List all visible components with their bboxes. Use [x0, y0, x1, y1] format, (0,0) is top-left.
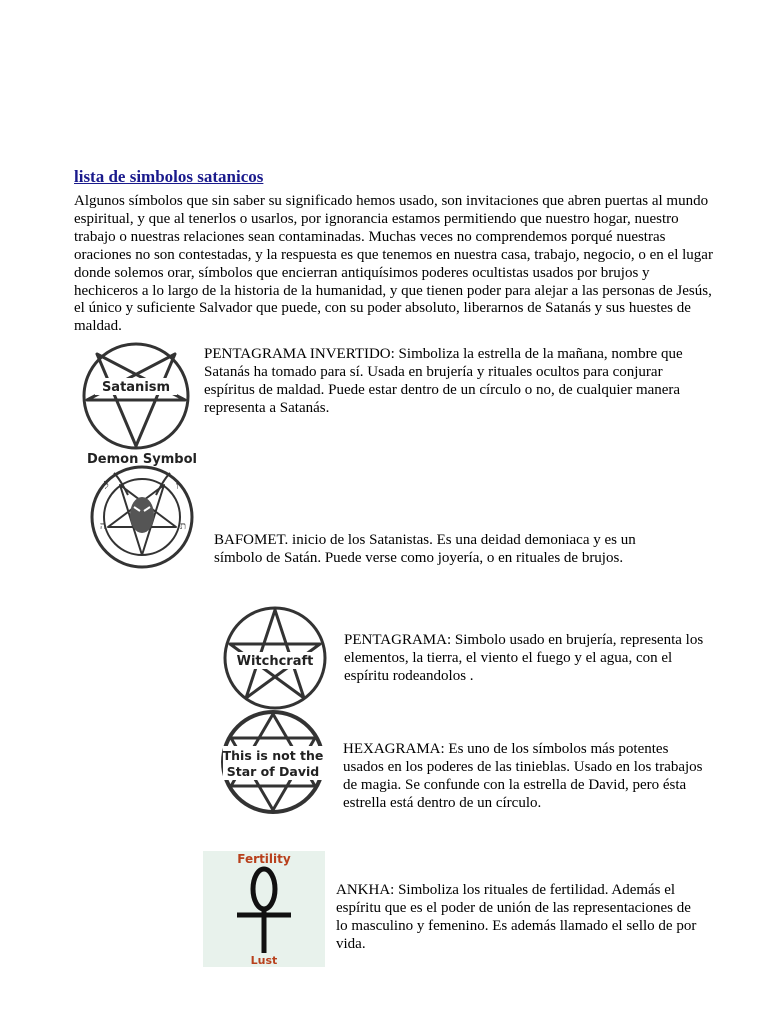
inverted-pentagram-icon	[73, 340, 199, 452]
pentagram-icon	[213, 602, 333, 710]
lust-label: Lust	[250, 954, 278, 967]
svg-text:ו: ו	[176, 481, 179, 492]
satanism-label: Satanism	[101, 380, 171, 395]
hexagram-label-line2: Star of David	[226, 764, 320, 779]
hexagram-text: HEXAGRAMA: Es uno de los símbolos más potentes usados en los poderes de las tinieblas. Usado en los trabajos de magia. Se confunde con la estrella de David, pero ésta estrella está dentro de un círculo.	[343, 741, 703, 811]
fertility-label: Fertility	[237, 852, 291, 866]
ankh-icon	[203, 851, 325, 967]
svg-text:ה: ה	[100, 521, 106, 532]
page-title[interactable]: lista de simbolos satanicos	[74, 167, 264, 186]
baphomet-image	[84, 449, 200, 569]
ankh-text: ANKHA: Simboliza los rituales de fertilidad. Además el espíritu que es el poder de unión de las representaciones de lo masculino y femenino. Es además llamado el sello de por vida.	[336, 882, 697, 952]
ankh-image	[203, 851, 325, 967]
hexagram-image	[213, 708, 333, 816]
pentagram-image	[213, 602, 333, 710]
demon-symbol-label: Demon Symbol	[87, 452, 197, 467]
hexagram-label-line1: This is not the	[222, 748, 324, 763]
witchcraft-label: Witchcraft	[236, 654, 314, 669]
intro-paragraph: Algunos símbolos que sin saber su significado hemos usado, son invitaciones que abren puertas al mundo espiritual, y que al tenerlos o usarlos, por ignorancia estamos permitiendo que nuestro hogar, nuestro trabajo o nuestras relaciones sean contaminadas. Muchas veces no comprendemos porqué nuestras oraciones no son contestadas, y la respuesta es que tenemos en nuestra casa, trabajo, negocio, o en el lugar donde solemos orar, símbolos que encierran antiquísimos poderes ocultistas usados por brujos y hechiceros a lo largo de la historia de la humanidad, y que tienen poder para alejar a las personas de Jesús, el único y suficiente Salvador que puede, con su poder absoluto, liberarnos de Satanás y sus huestes de maldad.	[74, 193, 713, 335]
inverted-pentagram-text: PENTAGRAMA INVERTIDO: Simboliza la estrella de la mañana, nombre que Satanás ha tomado para sí. Usada en brujería y rituales ocultos para conjurar espíritus de maldad. Puede estar dentro de un círculo o no, de cualquier manera representa a Satanás.	[204, 346, 683, 416]
svg-text:ל: ל	[104, 481, 109, 492]
baphomet-icon	[84, 449, 200, 569]
hexagram-icon	[213, 708, 333, 816]
pentagram-text: PENTAGRAMA: Simbolo usado en brujería, representa los elementos, la tierra, el viento el fuego y el agua, con el espíritu rodeandolos .	[344, 632, 704, 684]
baphomet-text: BAFOMET. inicio de los Satanistas. Es una deidad demoniaca y es un símbolo de Satán. Puede verse como joyería, o en rituales de brujos.	[214, 532, 636, 566]
svg-text:ת: ת	[180, 521, 187, 532]
inverted-pentagram-image	[73, 340, 199, 452]
